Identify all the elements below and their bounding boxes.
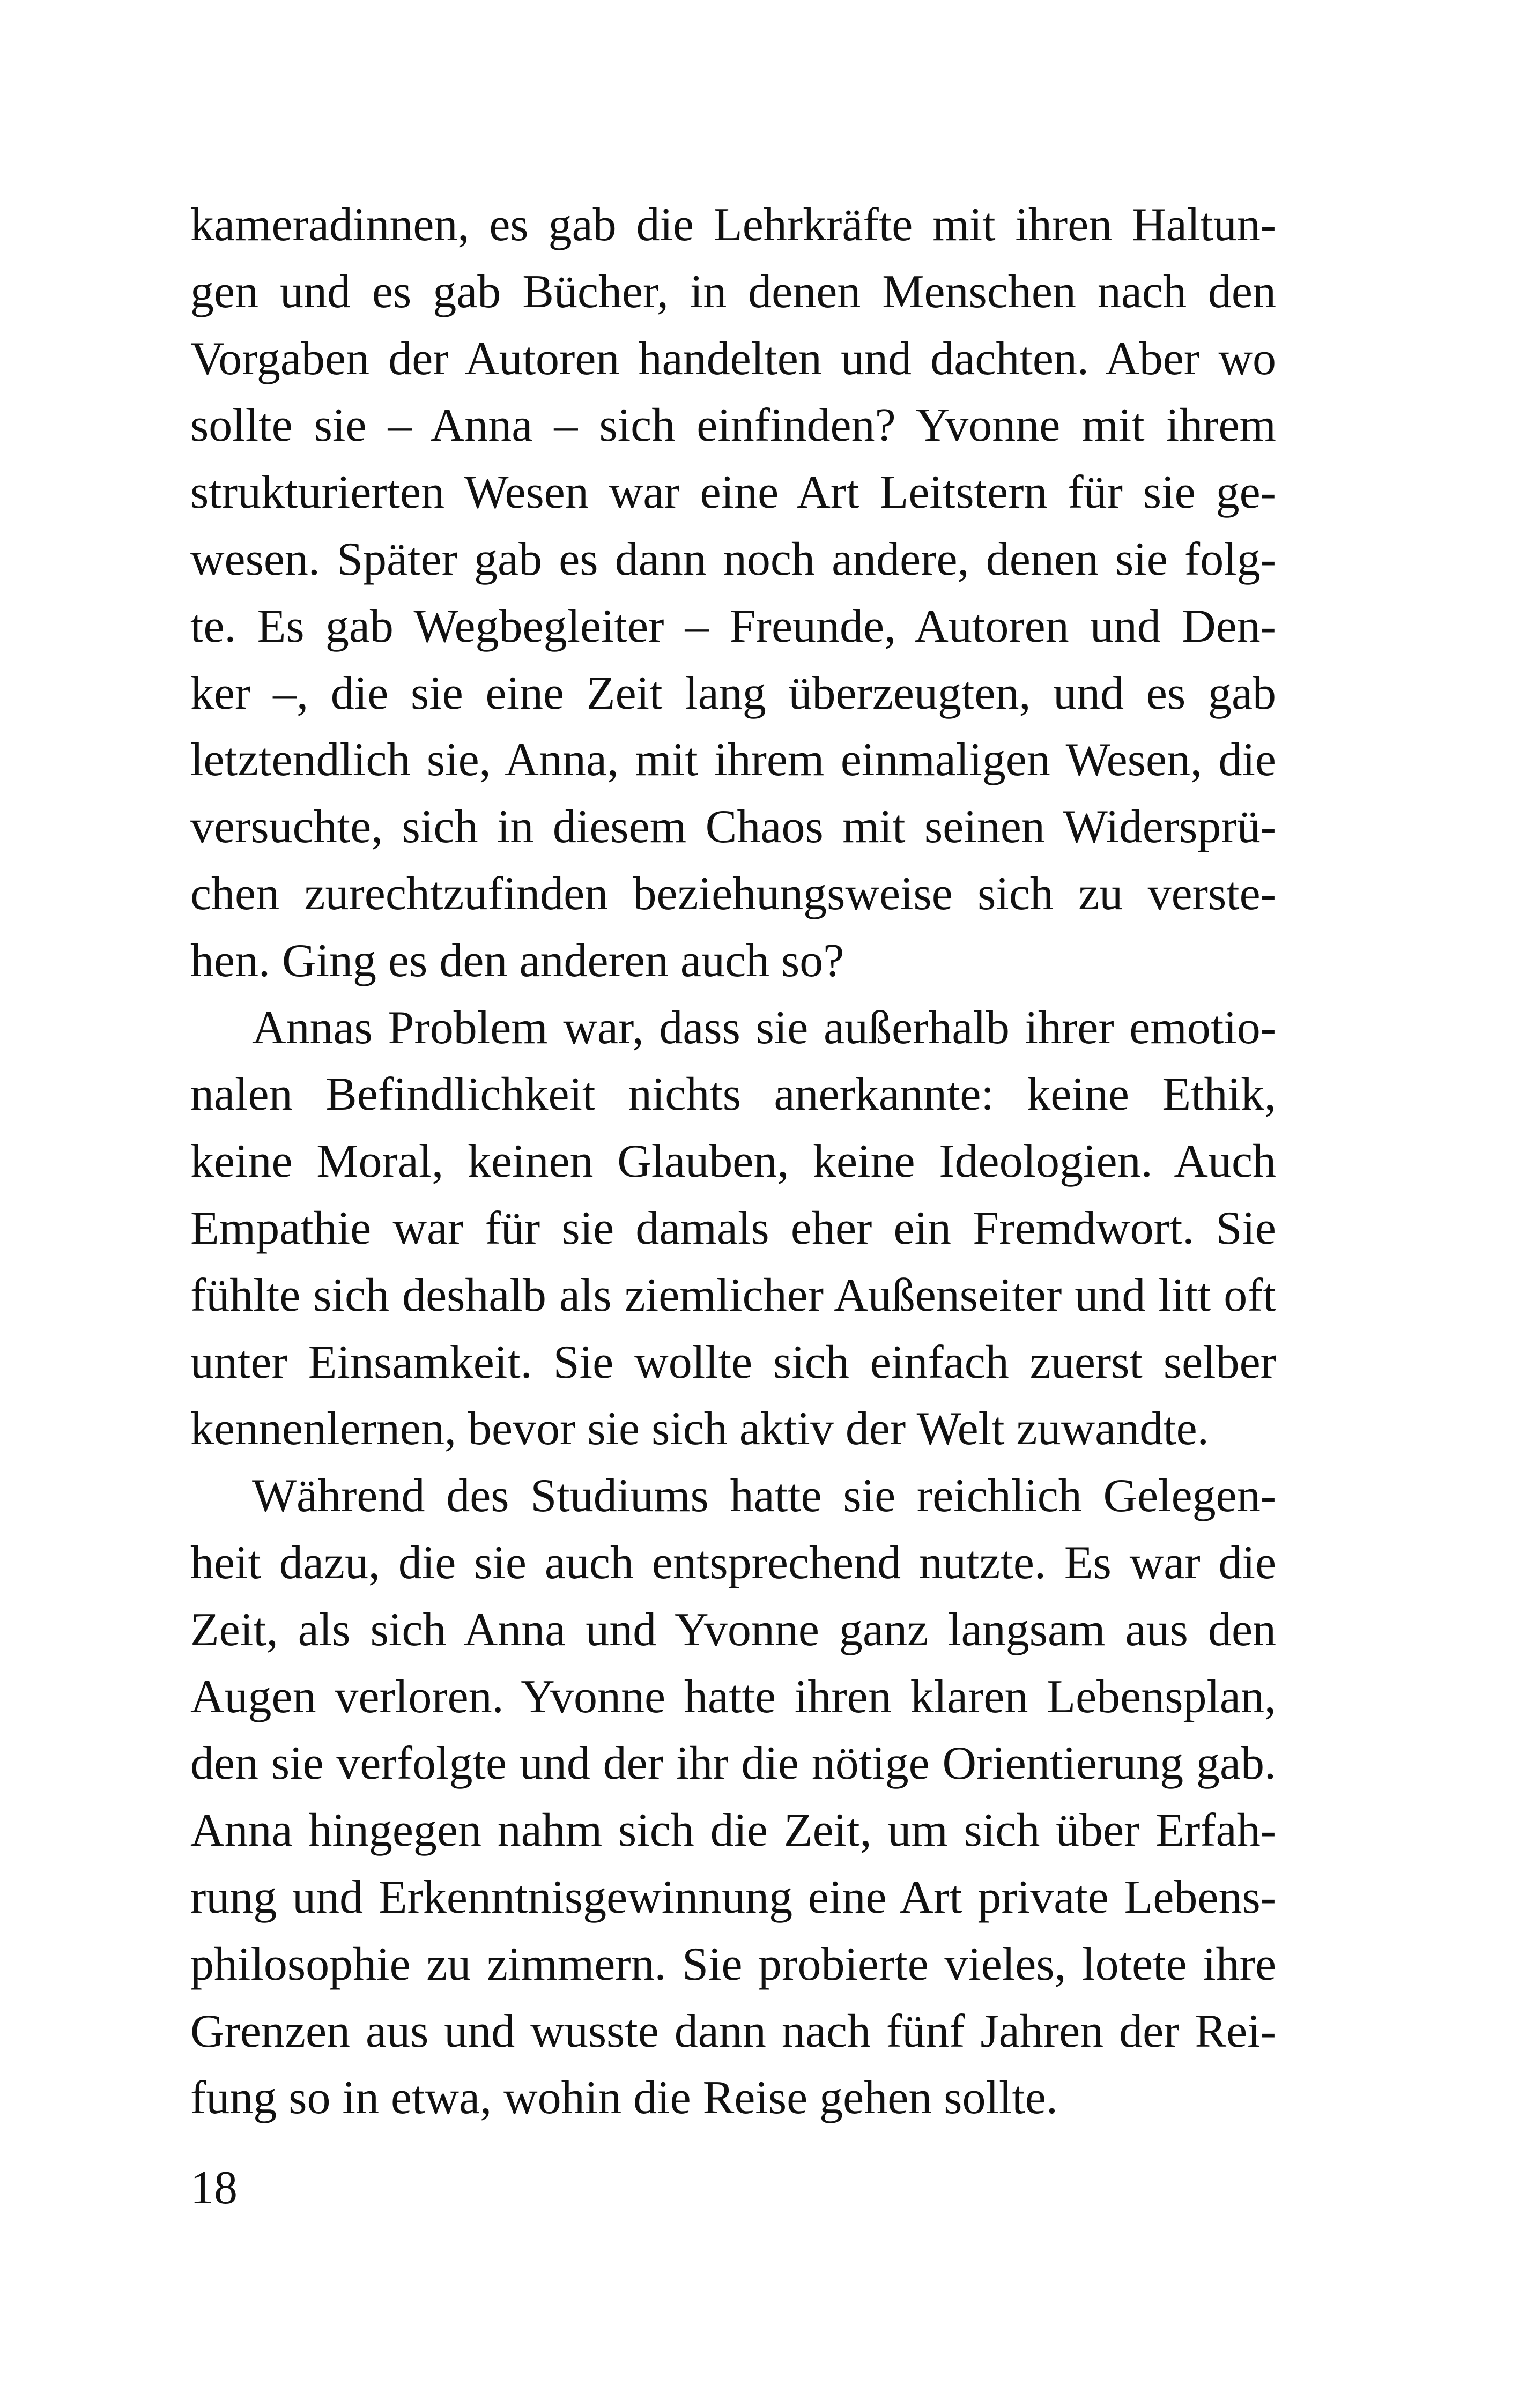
text-line: nalen Befindlichkeit nichts anerkannte: keine Ethik, (190, 1068, 1276, 1121)
text-line: Annas Problem war, dass sie außerhalb ihrer emotio- (252, 1001, 1276, 1054)
text-line: kameradinnen, es gab die Lehrkräfte mit ihren Haltun- (190, 199, 1276, 251)
page-number: 18 (190, 2162, 238, 2214)
text-line: Zeit, als sich Anna und Yvonne ganz langsam aus den (190, 1603, 1276, 1656)
text-line: ker –, die sie eine Zeit lang überzeugten, und es gab (190, 667, 1276, 719)
text-line: Empathie war für sie damals eher ein Fremdwort. Sie (190, 1202, 1276, 1254)
text-line: Anna hingegen nahm sich die Zeit, um sich über Erfah- (190, 1804, 1276, 1857)
text-line: Grenzen aus und wusste dann nach fünf Jahren der Rei- (190, 2005, 1276, 2057)
text-line: Während des Studiums hatte sie reichlich Gelegen- (252, 1470, 1276, 1522)
text-line: versuchte, sich in diesem Chaos mit seinen Widersprü- (190, 801, 1276, 853)
text-line: fühlte sich deshalb als ziemlicher Außenseiter und litt oft (190, 1269, 1276, 1321)
text-line: wesen. Später gab es dann noch andere, denen sie folg- (190, 533, 1276, 585)
text-line: Augen verloren. Yvonne hatte ihren klaren Lebensplan, (190, 1670, 1276, 1723)
text-line: hen. Ging es den anderen auch so? (190, 934, 844, 987)
text-line: heit dazu, die sie auch entsprechend nutzte. Es war die (190, 1536, 1276, 1589)
text-line: rung und Erkenntnisgewinnung eine Art private Lebens- (190, 1871, 1276, 1923)
text-line: letztendlich sie, Anna, mit ihrem einmaligen Wesen, die (190, 734, 1276, 786)
text-line: keine Moral, keinen Glauben, keine Ideologien. Auch (190, 1135, 1276, 1188)
text-line: fung so in etwa, wohin die Reise gehen sollte. (190, 2072, 1058, 2124)
text-line: kennenlernen, bevor sie sich aktiv der Welt zuwandte. (190, 1403, 1209, 1455)
text-line: strukturierten Wesen war eine Art Leitstern für sie ge- (190, 466, 1276, 519)
text-line: chen zurechtzufinden beziehungsweise sich zu verste- (190, 867, 1276, 920)
text-line: den sie verfolgte und der ihr die nötige Orientierung gab. (190, 1737, 1276, 1790)
text-line: Vorgaben der Autoren handelten und dachten. Aber wo (190, 332, 1276, 385)
text-line: gen und es gab Bücher, in denen Menschen nach den (190, 265, 1276, 318)
text-line: unter Einsamkeit. Sie wollte sich einfach zuerst selber (190, 1336, 1276, 1388)
text-line: sollte sie – Anna – sich einfinden? Yvonne mit ihrem (190, 399, 1276, 452)
text-line: te. Es gab Wegbegleiter – Freunde, Autoren und Den- (190, 600, 1276, 652)
body-text (190, 192, 1276, 2132)
text-line: philosophie zu zimmern. Sie probierte vieles, lotete ihre (190, 1938, 1276, 1990)
